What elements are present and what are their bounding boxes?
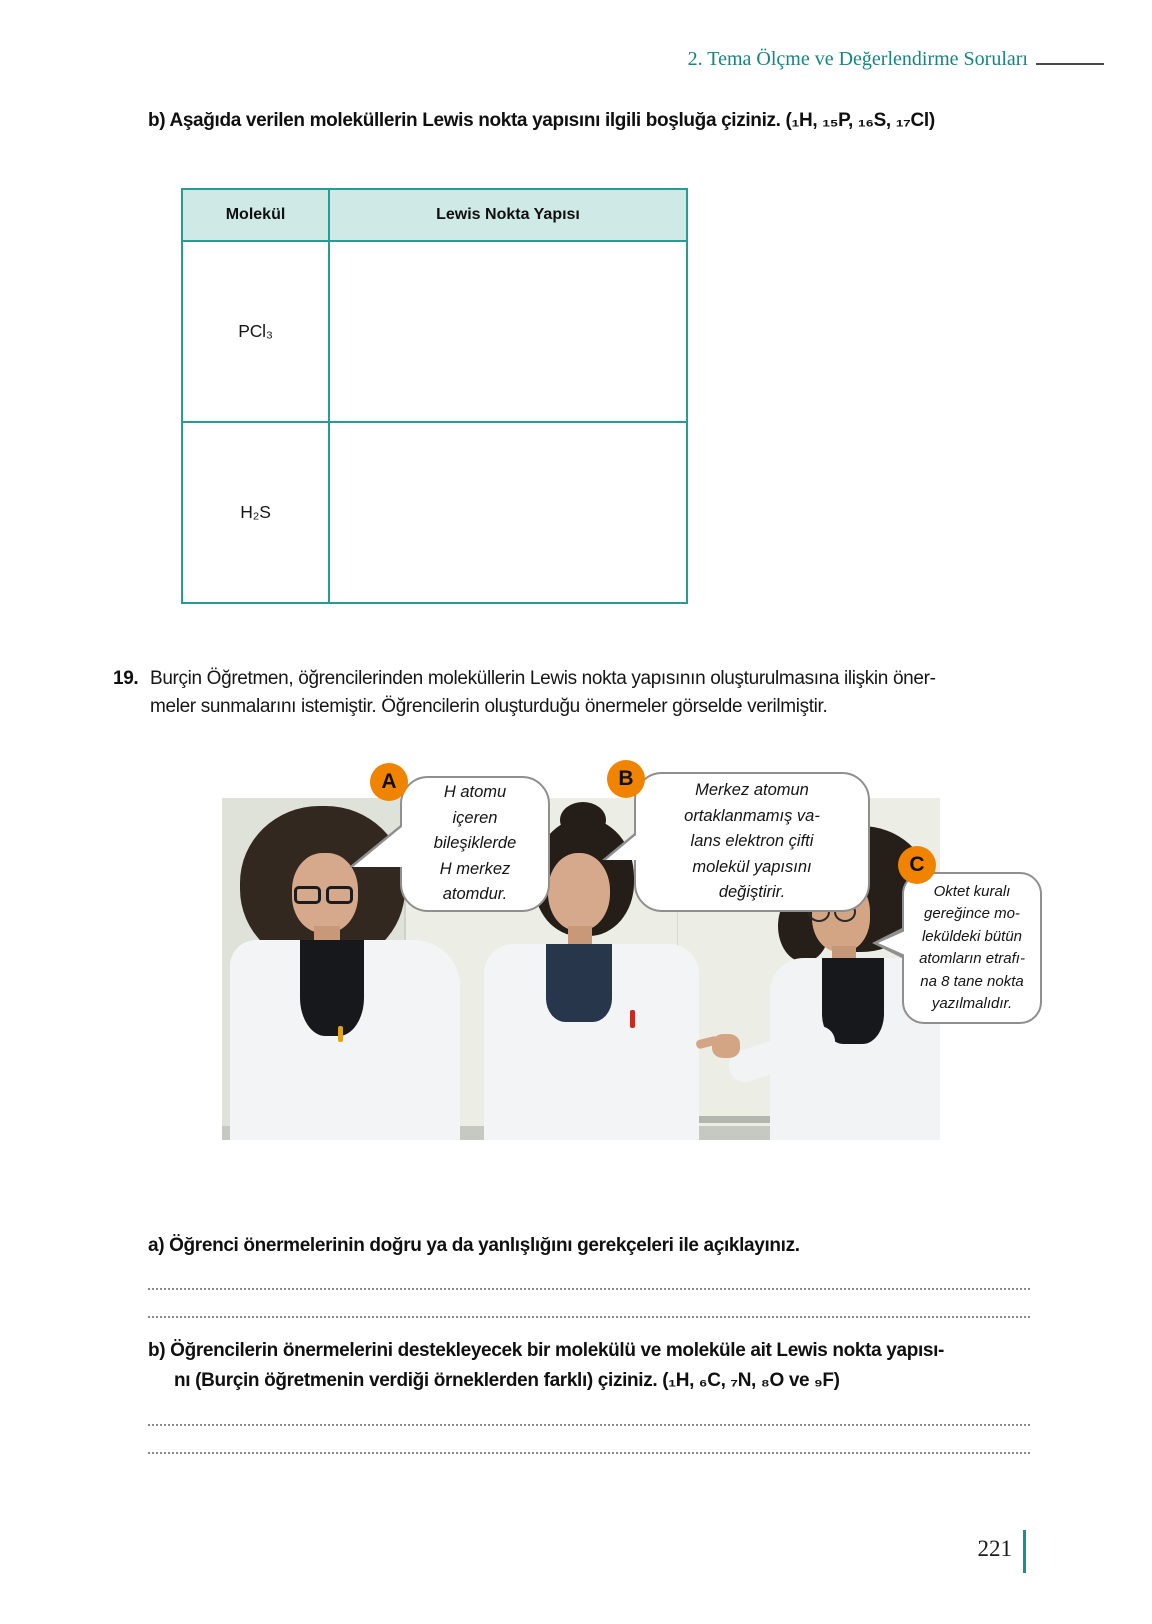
bubble-c-line: atomların etrafı- [919, 950, 1025, 967]
bubble-c-line: Oktet kuralı [933, 882, 1011, 900]
student-left-glasses [294, 886, 321, 904]
bubble-a-line: atomdur. [442, 885, 508, 904]
lewis-answer-cell-pcl3[interactable] [329, 241, 687, 422]
bubble-a-line: bileşiklerde [433, 834, 517, 853]
question-19-number: 19. [113, 668, 139, 689]
speech-bubble-a [400, 776, 550, 912]
student-middle-shirt [546, 944, 612, 1022]
bubble-b-line: lans elektron çifti [690, 832, 814, 851]
answer-line[interactable] [148, 1316, 1030, 1318]
bubble-c-line: na 8 tane nokta [920, 972, 1024, 990]
column-header-lewis: Lewis Nokta Yapısı [329, 189, 687, 241]
molecule-cell-pcl3: PCl₃ [182, 241, 329, 422]
column-header-molecule: Molekül [182, 189, 329, 241]
bubble-b-line: ortaklanmamış va- [684, 806, 820, 825]
question-19-line1: Burçin Öğretmen, öğrencilerinden moleküllerin Lewis nokta yapısının oluşturulmasına ilişkin öner- [150, 668, 936, 689]
page-header [0, 48, 1104, 71]
bubble-b-line: molekül yapısını [692, 857, 812, 876]
bubble-b-tail [606, 820, 654, 860]
question-19-line2: meler sunmalarını istemiştir. Öğrencilerin oluşturduğu önermeler görselde verilmiştir. [150, 696, 828, 717]
molecule-cell-h2s: H₂S [182, 422, 329, 603]
red-pen-detail [630, 1010, 635, 1028]
bubble-c-line: gereğince mo- [924, 905, 1020, 922]
lewis-table [181, 188, 688, 604]
answer-line[interactable] [148, 1288, 1030, 1290]
bubble-a-line: H atomu [443, 783, 507, 802]
section-title: 2. Tema Ölçme ve Değerlendirme Soruları [687, 48, 1028, 70]
bubble-b-line: Merkez atomun [695, 781, 809, 800]
bubble-a-tail [353, 826, 403, 867]
page-number: 221 [977, 1536, 1012, 1561]
answer-line[interactable] [148, 1424, 1030, 1426]
table-header-row [182, 189, 687, 241]
question-b-top: b) Aşağıda verilen moleküllerin Lewis nokta yapısını ilgili boşluğa çiziniz. (₁H, ₁₅P, ₁₆S, ₁₇Cl) [148, 110, 935, 131]
question-a: a) Öğrenci önermelerinin doğru ya da yanlışlığını gerekçeleri ile açıklayınız. [148, 1235, 800, 1256]
bubble-c-line: leküldeki bütün [921, 927, 1023, 945]
table-row [182, 241, 687, 422]
bubble-c-line: yazılmalıdır. [931, 995, 1013, 1012]
pen-detail [338, 1026, 343, 1042]
badge-c: C [898, 846, 936, 884]
bubble-a-line: içeren [452, 808, 498, 827]
speech-bubble-c [902, 872, 1042, 1024]
question-b-bottom-line1: b) Öğrencilerin önermelerini destekleyecek bir molekülü ve moleküle ait Lewis nokta yapısı- [148, 1340, 945, 1361]
bubble-a-line: H merkez [439, 859, 511, 878]
badge-b: B [607, 760, 645, 798]
bubble-b-line: değiştirir. [718, 883, 786, 902]
footer-accent-bar [1023, 1530, 1026, 1573]
student-left-shirt [300, 940, 364, 1036]
question-b-bottom-line2: nı (Burçin öğretmenin verdiği örneklerden farklı) çiziniz. (₁H, ₆C, ₇N, ₈O ve ₉F) [174, 1370, 840, 1391]
header-rule [1036, 63, 1104, 65]
student-left-glasses [326, 886, 353, 904]
bubble-c-tail [878, 928, 912, 958]
table-row [182, 422, 687, 603]
answer-line[interactable] [148, 1452, 1030, 1454]
lewis-answer-cell-h2s[interactable] [329, 422, 687, 603]
badge-a: A [370, 763, 408, 801]
speech-bubble-b [634, 772, 870, 912]
student-middle-face [548, 853, 610, 931]
